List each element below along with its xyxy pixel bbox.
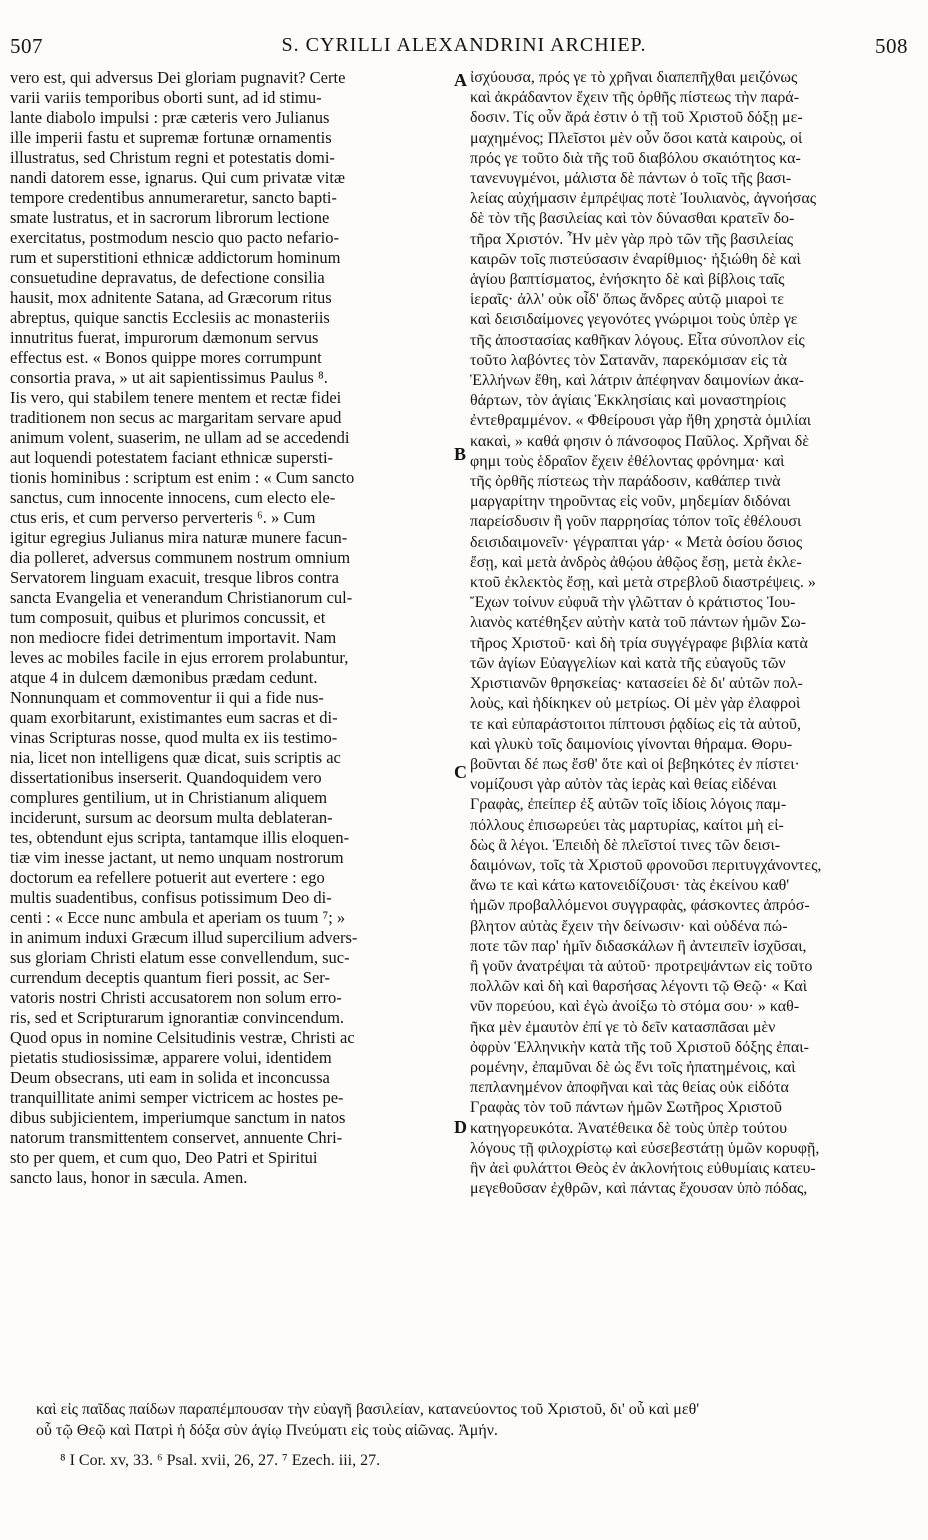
latin-text-line: tum composuit, quibus et plurimos concussit, et <box>10 608 326 627</box>
greek-text-line: θάρτων, τὸν ἁγίαις Ἐκκλησίαις καὶ μοναστηρίοις <box>470 392 786 410</box>
latin-text-line: sanctus, cum innocente innocens, cum electo ele- <box>10 488 336 507</box>
latin-text-line: multis suadentibus, confisus potissimum Deo di- <box>10 888 332 907</box>
latin-text-line: nandi datorem esse, ignarus. Qui cum privatæ vitæ <box>10 168 345 187</box>
full-width-text-line: καὶ εἰς παῖδας παίδων παραπέμπουσαν τὴν εὐαγῆ βασιλείαν, κατανεύοντος τοῦ Χριστοῦ, δι' οὗ καὶ μεθ' <box>36 1401 700 1418</box>
greek-text-line: φημι τοὺς ἑδραῖον ἔχειν ἐθέλοντας φρόνημα· καὶ <box>470 452 785 470</box>
latin-text-line: aut loquendi potestatem faciant ethnicæ supersti- <box>10 448 334 467</box>
greek-text-line: ἄνω τε καὶ κάτω κατονειδίζουσι· τὰς ἐκείνου καθ' <box>470 877 790 895</box>
running-title: S. CYRILLI ALEXANDRINI ARCHIEP. <box>281 34 647 56</box>
latin-text-line: traditionem non secus ac margaritam servare apud <box>10 408 342 427</box>
latin-text-line: atque 4 in dulcem dæmonibus prædam cedunt. <box>10 668 318 687</box>
greek-text-line: καὶ δεισιδαίμονες γεγονότες γνώριμοι τοὺς ὑπὲρ γε <box>470 311 798 329</box>
greek-text-line: παρείσδυσιν ἢ γοῦν παρρησίας τόπον τοῖς ἐθέλουσι <box>470 513 802 531</box>
latin-text-line: tranquillitate animi semper victricem ac hostes pe- <box>10 1088 344 1107</box>
latin-text-line: sto per quem, et cum quo, Deo Patri et Spiritui <box>10 1148 318 1167</box>
latin-text-line: centi : « Ecce nunc ambula et aperiam os tuum ⁷; » <box>10 908 346 927</box>
greek-text-line: Χριστιανῶν θρησκείας· κατασείει δὲ δι' αὐτῶν πολ- <box>470 675 803 693</box>
greek-text-line: τῆς ἀποστασίας καθῆκαν λόγους. Εἶτα σύνοπλον εἰς <box>470 331 805 349</box>
greek-text-line: καὶ γλυκὺ τοῖς δαιμονίοις γίνονται θήραμα. Θορυ- <box>470 735 793 753</box>
latin-text-line: ctus eris, et cum perverso perverteris ⁶. » Cum <box>10 508 316 527</box>
latin-text-line: in animum induxi Græcum illud supercilium advers- <box>10 928 358 947</box>
latin-text-line: dia polleret, adversus communem nostrum omnium <box>10 548 351 567</box>
greek-text-line: καὶ ἀκράδαντον ἔχειν τῆς ὀρθῆς πίστεως τὴν παρά- <box>470 89 800 107</box>
latin-text-line: Nonnunquam et commoventur ii qui a fide nus- <box>10 688 324 707</box>
latin-text-line: complures gentilium, ut in Christianum aliquem <box>10 788 328 807</box>
greek-text-line: βοῦνται δέ πως ἔσθ' ὅτε καὶ οἱ βεβηκότες ἐν πίστει· <box>470 755 800 773</box>
greek-text-line: τανενυγμένοι, μάλιστα δὲ πάντων ὁ τοῖς τῆς βασι- <box>470 170 792 188</box>
page-number-left: 507 <box>10 34 43 58</box>
greek-text-line: τῶν ἁγίων Εὐαγγελίων καὶ κατὰ τῆς εὐαγοῦς τῶν <box>470 654 786 672</box>
latin-text-line: illustratus, sed Christum regni et potestatis domi- <box>10 148 335 167</box>
greek-text-line: μαργαρίτην τηροῦντας εἰς νοῦν, μηδεμίαν διδόναι <box>470 493 791 511</box>
greek-text-line: Ἔχων τοίνυν εὐφυᾶ τὴν γλῶτταν ὁ κράτιστος Ἰου- <box>470 594 796 612</box>
latin-text-line: vinas Scripturas nosse, quod multa ex iis testimo- <box>10 728 338 747</box>
greek-text-line: δαιμόνων, τοῖς τὰ Χριστοῦ φρονοῦσι περιτυγχάνοντες, <box>470 856 822 874</box>
latin-text-line: tiæ vim inesse jactant, ut nemo unquam nostrorum <box>10 848 344 867</box>
greek-text-line: ὀφρὺν Ἑλληνικὴν κατὰ τῆς τοῦ Χριστοῦ δόξης ἐπαι- <box>470 1038 809 1056</box>
greek-text-line: τοῦτο λαβόντες τὸν Σατανᾶν, παρεκόμισαν εἰς τὰ <box>470 351 787 369</box>
latin-text-line: non mediocre fidei detrimentum importavit. Nam <box>10 628 337 647</box>
latin-text-line: rum et superstitioni ethnicæ addictorum hominum <box>10 248 341 267</box>
greek-text-line: ἐντεθραμμένον. « Φθείρουσι γὰρ ἤθη χρηστὰ ὁμιλίαι <box>470 412 812 430</box>
greek-text-line: λοὺς, καὶ ἠδίκηκεν οὐ μετρίως. Οἱ μὲν γὰρ ἐλαφροὶ <box>470 695 801 713</box>
latin-text-line: smate lustratus, et in sacrorum librorum lectione <box>10 208 330 227</box>
latin-text-line: consortia prava, » ut ait sapientissimus Paulus ⁸. <box>10 368 328 387</box>
greek-text-line: πόλλους ἐπισωρεύει τὰς μαρτυρίας, καίτοι μὴ εἰ- <box>470 816 784 834</box>
latin-text-line: Deum obsecrans, uti eam in solida et inconcussa <box>10 1068 330 1087</box>
greek-text-line: μαχημένος; Πλεῖστοι μὲν οὖν ὅσοι κατὰ καιροὺς, οἱ <box>470 129 803 147</box>
latin-text-line: sus gloriam Christi elatum esse convellendum, suc- <box>10 948 350 967</box>
greek-text-line: ῆκα μὲν ἐμαυτὸν ἐπί γε τὸ δεῖν κατασπᾶσαι μὲν <box>470 1018 776 1036</box>
greek-text-line: Γραφὰς, ἐπείπερ ἐξ αὐτῶν τοῖς ἰδίοις λόγοις παμ- <box>470 796 787 814</box>
greek-text-line: τῆρα Χριστόν. Ἦν μὲν γὰρ πρὸ τῶν τῆς βασιλείας <box>470 230 794 248</box>
greek-text-line: τε καὶ εὐπαράστοιτοι πίπτουσι ῥᾳδίως εἰς τὰ αὐτοῦ, <box>470 715 801 733</box>
latin-text-line: hausit, mox adnitente Satana, ad Græcorum ritus <box>10 288 332 307</box>
page-number-right: 508 <box>875 34 908 58</box>
latin-text-line: quam exorbitarunt, existimantes eum sacras et di- <box>10 708 338 727</box>
latin-text-line: Servatorem linguam exacuit, tresque libros contra <box>10 568 339 587</box>
greek-text-line: ρομένην, ἐπαμῦναι δὲ ὡς ἔνι τοῖς ἠπατημένοις, καὶ <box>470 1058 796 1076</box>
latin-text-line: natorum transmittentem conservet, annuente Chri- <box>10 1128 343 1147</box>
latin-text-line: dissertationibus inserserit. Quandoquidem vero <box>10 768 322 787</box>
latin-text-line: ris, sed et Scripturarum ignorantiæ convincendum. <box>10 1008 345 1027</box>
latin-text-line: exercitatus, postmodum nescio quo pacto nefario- <box>10 228 339 247</box>
greek-text-line: κατηγορευκότα. Ἀνατέθεικα δὲ τοὺς ὑπὲρ τούτου <box>470 1119 787 1137</box>
greek-text-line: πρός γε τοῦτο διὰ τῆς τοῦ διαβόλου σκαιότητος κα- <box>470 149 801 167</box>
latin-text-line: dibus subjicientem, imperiumque sanctum in natos <box>10 1108 346 1127</box>
greek-text-line: βλητον αὐτὰς ἔχειν τὴν δείνωσιν· καὶ οὐδένα πώ- <box>470 917 788 935</box>
greek-text-line: πεπλανημένον ἀποφῆναι καὶ τὰς θείας οὐκ εἰδότα <box>470 1079 789 1097</box>
greek-text-line: νῦν πορεύου, καὶ ἐγὼ ἀνοίξω τὸ στόμα σου· » καθ- <box>470 998 800 1016</box>
latin-text-line: tempore credentibus annumeraretur, sancto bapti- <box>10 188 337 207</box>
greek-text-line: τῆς ὀρθῆς πίστεως τὴν παράδοσιν, καθάπερ τινὰ <box>470 473 781 491</box>
greek-text-line: μεγεθοῦσαν ἐχθρῶν, καὶ πάντας ἔχουσαν ὑπὸ πόδας, <box>470 1180 808 1198</box>
section-marker-c: C <box>454 762 467 782</box>
greek-text-line: ἰσχύουσα, πρός γε τὸ χρῆναι διαπεπῆχθαι μειζόνως <box>470 69 798 86</box>
section-marker-a: A <box>454 70 467 90</box>
latin-text-line: lante diabolo impulsi : præ cæteris vero Julianus <box>10 108 330 127</box>
greek-text-line: κακαὶ, » καθά φησιν ὁ πάνσοφος Παῦλος. Χρῆναι δὲ <box>470 432 809 450</box>
latin-text-line: vero est, qui adversus Dei gloriam pugnavit? Certe <box>10 68 346 87</box>
latin-text-line: igitur egregius Julianus mira naturæ munere facun- <box>10 528 348 547</box>
latin-text-line: tionis hominibus : scriptum est enim : « Cum sancto <box>10 468 355 487</box>
greek-text-line: δὲ τὸν τῆς βασιλείας καὶ τὸν δύνασθαι κρατεῖν δο- <box>470 210 795 228</box>
section-marker-b: B <box>454 444 467 464</box>
greek-text-line: λόγους τῇ φιλοχρίστῳ καὶ εὐσεβεστάτῃ ὑμῶν κορυφῇ, <box>470 1139 820 1157</box>
greek-text-line: ἁγίου βαπτίσματος, ἐνήσκητο δὲ καὶ βίβλοις ταῖς <box>470 271 785 289</box>
greek-column <box>470 68 918 1199</box>
greek-text-line: λείας αὐχήμασιν ἐμπρέψας ποτὲ Ἰουλιανὸς, ἀγνοήσας <box>470 190 817 208</box>
greek-text-line: ἡμῶν προβαλλόμενοι συγγραφὰς, φάσκοντες ἀπρόσ- <box>470 897 810 915</box>
latin-text-line: innutritus fuerat, impurorum dæmonum servus <box>10 328 319 347</box>
latin-text-line: sancta Evangelia et venerandum Christianorum cul- <box>10 588 353 607</box>
latin-text-line: effectus est. « Bonos quippe mores corrumpunt <box>10 348 322 367</box>
greek-text-line: δεισιδαιμονεῖν· γέγραπται γάρ· « Μετὰ ὁσίου ὅσιος <box>470 533 803 551</box>
full-width-text-line: οὗ τῷ Θεῷ καὶ Πατρὶ ἡ δόξα σὺν ἁγίῳ Πνεύματι εἰς τοὺς αἰῶνας. Ἀμήν. <box>36 1422 498 1439</box>
latin-text-line: Quod opus in nomine Celsitudinis vestræ, Christi ac <box>10 1028 355 1047</box>
greek-text-line: δοσιν. Τίς οὖν ἄρά ἐστιν ὁ τῇ τοῦ Χριστοῦ δόξῃ με- <box>470 109 803 127</box>
greek-text-line: νομίζουσι γὰρ αὐτὸν τὰς ἱερὰς καὶ θείας εἰδέναι <box>470 776 777 794</box>
greek-text-line: κτοῦ ἐκλεκτὸς ἔσῃ, καὶ μετὰ στρεβλοῦ διαστρέψεις. » <box>470 574 816 592</box>
latin-text-line: leves ac mobiles facile in ejus errorem prolabuntur, <box>10 648 349 667</box>
latin-text-line: tes, obtendunt ejus scripta, tantamque illis eloquen- <box>10 828 350 847</box>
greek-text-line: ἔσῃ, καὶ μετὰ ἀνδρὸς ἀθῴου ἀθῷος ἔσῃ, μετὰ ἐκλε- <box>470 553 802 571</box>
latin-text-line: ille imperii fastu et supremæ fortunæ ornamentis <box>10 128 332 147</box>
latin-column <box>10 68 450 1188</box>
latin-text-line: vatoris nostri Christi accusatorem non solum erro- <box>10 988 342 1007</box>
greek-text-line: τῆρος Χριστοῦ· καὶ δὴ τρία συγγέγραφε βιβλία κατὰ <box>470 634 808 652</box>
latin-text-line: nia, licet non intelligens quæ dicat, suis scriptis ac <box>10 748 341 767</box>
latin-text-line: animum volent, suaserim, ne ullam ad se accedendi <box>10 428 350 447</box>
greek-text-line: ἢ γοῦν ἀνατρέψαι τὰ αὐτοῦ· προτρεψάντων εἰς τοῦτο <box>470 957 813 975</box>
footnotes: ⁸ I Cor. xv, 33. ⁶ Psal. xvii, 26, 27. ⁷ Ezech. iii, 27. <box>60 1452 381 1469</box>
closing-greek-text <box>36 1399 916 1441</box>
latin-text-line: abreptus, quique sanctis Ecclesiis ac monasteriis <box>10 308 330 327</box>
latin-text-line: varii variis temporibus oborti sunt, ad id stimu- <box>10 88 322 107</box>
latin-text-line: pietatis studiosissimæ, apparere volui, identidem <box>10 1048 332 1067</box>
greek-text-line: λιανὸς κατέθηξεν αὐτὴν κατὰ τοῦ πάντων ἡμῶν Σω- <box>470 614 806 632</box>
greek-text-line: δὼς ἃ λέγοι. Ἐπειδὴ δὲ πλεῖστοί τινες τῶν δεισι- <box>470 836 781 854</box>
greek-text-line: ποτε τῶν παρ' ἡμῖν διδασκάλων ἢ ἀντειπεῖν ἰσχῦσαι, <box>470 937 807 955</box>
section-marker-d: D <box>454 1117 467 1137</box>
latin-text-line: doctorum ea refellere potuerit aut evertere : ego <box>10 868 325 887</box>
latin-text-line: Iis vero, qui stabilem tenere mentem et rectæ fidei <box>10 388 342 407</box>
greek-text-line: Γραφὰς τὸν τοῦ πάντων ἡμῶν Σωτῆρος Χριστοῦ <box>470 1099 782 1117</box>
greek-text-line: ἣν ἀεὶ φυλάττοι Θεὸς ἐν ἀκλονήτοις εὐθυμίαις κατευ- <box>470 1159 816 1177</box>
greek-text-line: ἱεραῖς· ἀλλ' οὐκ οἶδ' ὅπως ἄνδρες αὐτῷ μιαροὶ τε <box>470 291 784 309</box>
latin-text-line: currendum deceptis quantum fieri possit, ac Ser- <box>10 968 330 987</box>
latin-text-line: inciderunt, sursum ac deorsum multa deblateran- <box>10 808 333 827</box>
latin-text-line: consuetudine depravatus, de defectione consilia <box>10 268 325 287</box>
greek-text-line: πολλῶν καὶ δὴ καὶ θαρσήσας λέγοντι τῷ Θεῷ· « Καὶ <box>470 978 808 996</box>
page-header <box>0 34 928 64</box>
greek-text-line: καιρῶν τοῖς πιστεύσασιν ἐναρίθμιος· ἠξιώθη δὲ καὶ <box>470 250 801 268</box>
latin-text-line: sancto laus, honor in sæcula. Amen. <box>10 1168 248 1187</box>
greek-text-line: Ἑλλήνων ἔθη, καὶ λάτριν ἀπέφηναν δαιμονίων ἀκα- <box>470 372 804 390</box>
